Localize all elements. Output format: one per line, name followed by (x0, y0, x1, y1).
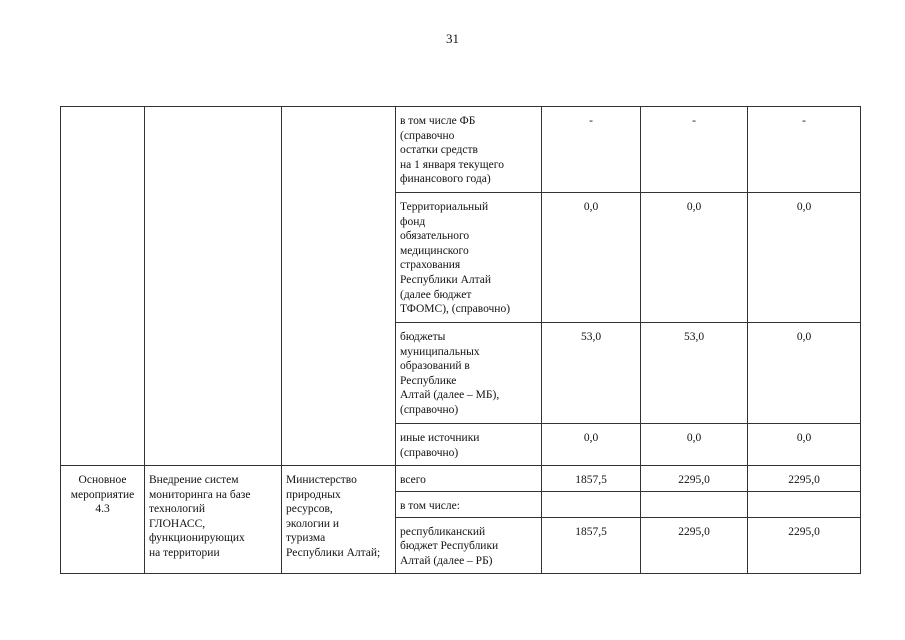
value-year1-cell: 1857,5 (542, 466, 641, 492)
executor-cell (282, 107, 396, 466)
value-year3-cell: 0,0 (748, 323, 861, 424)
event-name-cell (145, 107, 282, 466)
value-year2-cell: - (641, 107, 748, 193)
page-number: 31 (446, 31, 459, 46)
value-year2-cell: 0,0 (641, 424, 748, 466)
funding-source-cell: бюджеты муниципальных образований в Республике Алтай (далее – МБ), (справочно) (396, 323, 542, 424)
event-name-cell: Внедрение систем мониторинга на базе технологий ГЛОНАСС, функционирующих на территории (145, 466, 282, 574)
value-year1-cell: 53,0 (542, 323, 641, 424)
value-year3-cell: 0,0 (748, 424, 861, 466)
event-code-cell (61, 107, 145, 466)
funding-source-cell: республиканский бюджет Республики Алтай (далее – РБ) (396, 517, 542, 573)
funding-source-cell: в том числе ФБ (справочно остатки средств на 1 января текущего финансового года) (396, 107, 542, 193)
value-year3-cell: 2295,0 (748, 466, 861, 492)
value-year1-cell: 0,0 (542, 424, 641, 466)
funding-source-cell: всего (396, 466, 542, 492)
value-year1-cell (542, 491, 641, 517)
value-year2-cell (641, 491, 748, 517)
budget-table (60, 106, 861, 574)
value-year1-cell: 1857,5 (542, 517, 641, 573)
executor-cell: Министерство природных ресурсов, экологии и туризма Республики Алтай; (282, 466, 396, 574)
value-year3-cell (748, 491, 861, 517)
table-row (61, 466, 861, 492)
funding-source-cell: иные источники (справочно) (396, 424, 542, 466)
value-year1-cell: - (542, 107, 641, 193)
value-year3-cell: - (748, 107, 861, 193)
value-year1-cell: 0,0 (542, 193, 641, 323)
value-year3-cell: 2295,0 (748, 517, 861, 573)
table-row (61, 107, 861, 193)
funding-source-cell: в том числе: (396, 491, 542, 517)
event-code-cell: Основное мероприятие 4.3 (61, 466, 145, 574)
value-year3-cell: 0,0 (748, 193, 861, 323)
value-year2-cell: 2295,0 (641, 517, 748, 573)
value-year2-cell: 53,0 (641, 323, 748, 424)
funding-source-cell: Территориальный фонд обязательного медицинского страхования Республики Алтай (далее бюджет ТФОМС), (справочно) (396, 193, 542, 323)
value-year2-cell: 0,0 (641, 193, 748, 323)
value-year2-cell: 2295,0 (641, 466, 748, 492)
